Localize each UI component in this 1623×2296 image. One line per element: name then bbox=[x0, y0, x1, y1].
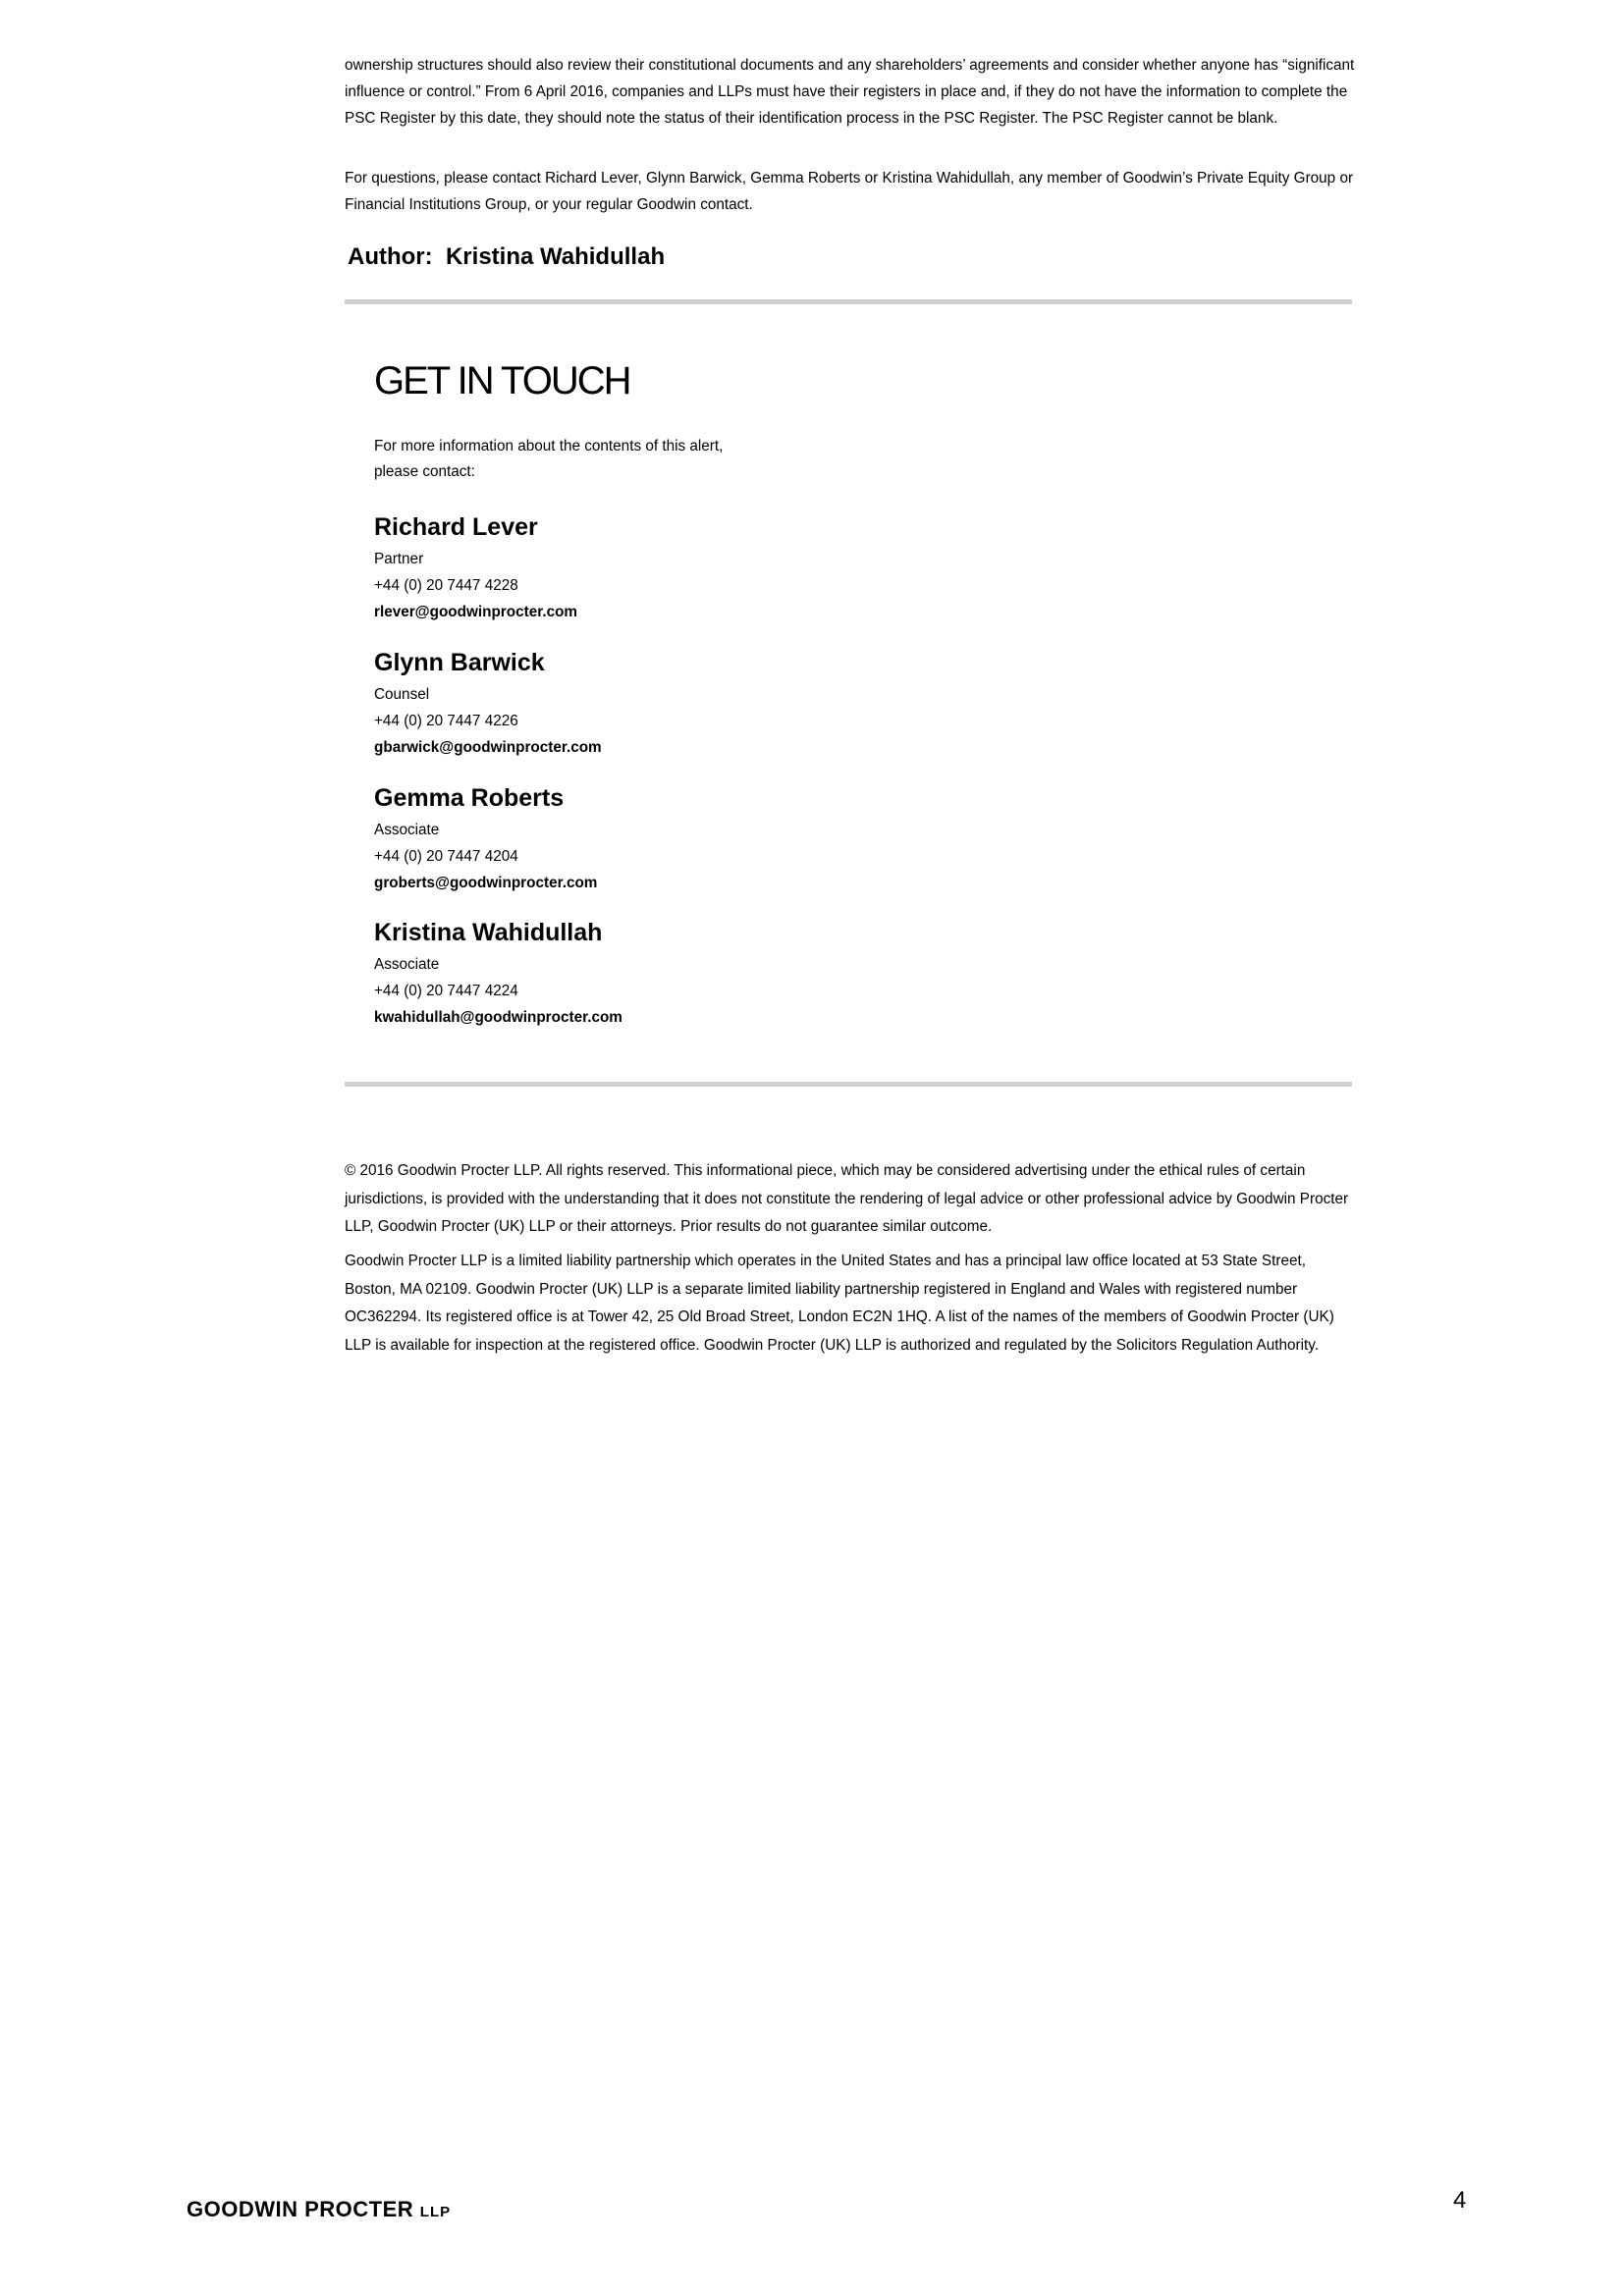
intro-line: For more information about the contents of this alert, bbox=[374, 438, 724, 454]
contact-email-link[interactable]: gbarwick@goodwinprocter.com bbox=[374, 739, 602, 756]
contact-role: Associate bbox=[374, 956, 440, 973]
contact-card bbox=[374, 918, 865, 1031]
contact-card bbox=[374, 512, 865, 625]
contact-name: Gemma Roberts bbox=[374, 784, 565, 812]
contact-phone: +44 (0) 20 7447 4226 bbox=[374, 713, 518, 729]
contact-card bbox=[374, 783, 865, 896]
contact-name: Glynn Barwick bbox=[374, 649, 545, 676]
contact-email-link[interactable]: rlever@goodwinprocter.com bbox=[374, 604, 578, 620]
page-number: 4 bbox=[1453, 2187, 1467, 2214]
contact-card bbox=[374, 648, 865, 761]
contact-phone: +44 (0) 20 7447 4204 bbox=[374, 848, 518, 865]
legal-paragraph: © 2016 Goodwin Procter LLP. All rights reserved. This informational piece, which may be considered advertising under the ethical rules of certain jurisdictions, is provided with the understanding that it does not constitute the rendering of legal advice or other professional advice by Goodwin Procter LLP, Goodwin Procter (UK) LLP or their attorneys. Prior results do not guarantee similar outcome. bbox=[345, 1162, 1349, 1235]
firm-logo bbox=[187, 2197, 451, 2222]
contact-role: Partner bbox=[374, 551, 424, 567]
intro-line: please contact: bbox=[374, 463, 475, 480]
divider bbox=[345, 1082, 1352, 1087]
body-paragraph: For questions, please contact Richard Lever, Glynn Barwick, Gemma Roberts or Kristina Wahidullah, any member of Goodwin’s Private Equity Group or Financial Institutions Group, or your regular Goodwin contact. bbox=[345, 170, 1354, 213]
body-paragraph: ownership structures should also review their constitutional documents and any shareholders’ agreements and consider whether anyone has “significant influence or control.” From 6 April 2016, companies and LLPs must have their registers in place and, if they do not have the information to complete the PSC Register by this date, they should note the status of their identification process in the PSC Register. The PSC Register cannot be blank. bbox=[345, 57, 1355, 127]
divider bbox=[345, 299, 1352, 304]
author-line: Author: Kristina Wahidullah bbox=[348, 243, 666, 270]
firm-logo-text: GOODWIN PROCTER bbox=[187, 2197, 414, 2221]
contact-phone: +44 (0) 20 7447 4224 bbox=[374, 983, 518, 999]
contact-name: Richard Lever bbox=[374, 513, 538, 541]
contact-phone: +44 (0) 20 7447 4228 bbox=[374, 577, 518, 594]
section-intro bbox=[374, 434, 786, 485]
contact-name: Kristina Wahidullah bbox=[374, 919, 603, 946]
contact-role: Associate bbox=[374, 822, 440, 838]
contact-email-link[interactable]: groberts@goodwinprocter.com bbox=[374, 875, 598, 891]
legal-paragraph: Goodwin Procter LLP is a limited liability partnership which operates in the United States and has a principal law office located at 53 State Street, Boston, MA 02109. Goodwin Procter (UK) LLP is a separate limited liability partnership registered in England and Wales with registered number OC362294. Its registered office is at Tower 42, 25 Old Broad Street, London EC2N 1HQ. A list of the names of the members of Goodwin Procter (UK) LLP is available for inspection at the registered office. Goodwin Procter (UK) LLP is authorized and regulated by the Solicitors Regulation Authority. bbox=[345, 1253, 1334, 1354]
firm-logo-suffix: LLP bbox=[419, 2204, 452, 2220]
contact-role: Counsel bbox=[374, 686, 430, 703]
section-title: GET IN TOUCH bbox=[374, 359, 630, 402]
contact-email-link[interactable]: kwahidullah@goodwinprocter.com bbox=[374, 1009, 622, 1026]
